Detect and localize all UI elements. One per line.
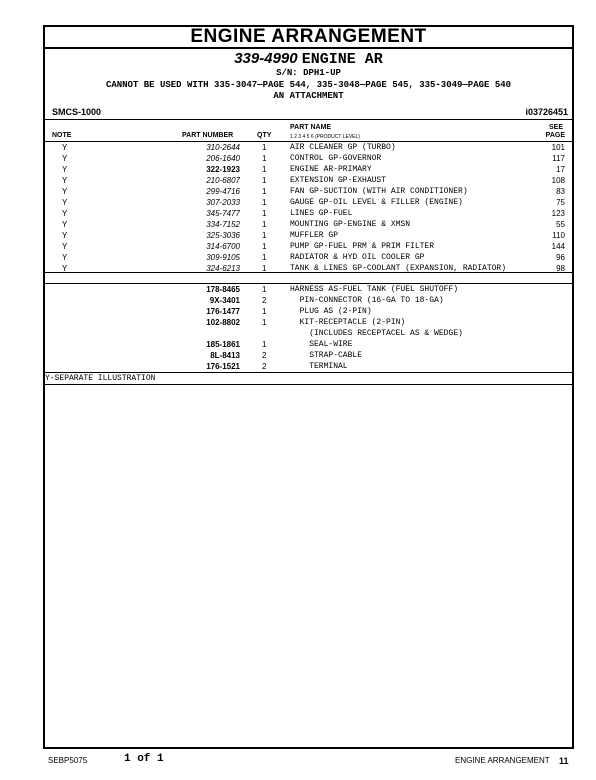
table-row bbox=[45, 361, 572, 372]
row-qty: 1 bbox=[262, 198, 267, 207]
row-qty: 2 bbox=[262, 362, 267, 371]
row-part-number: 307-2033 bbox=[206, 198, 240, 207]
row-see-page: 101 bbox=[551, 143, 565, 152]
row-qty: 1 bbox=[262, 209, 267, 218]
footer-page-count: 1 of 1 bbox=[124, 753, 164, 765]
col-qty: QTY bbox=[257, 132, 272, 139]
row-note: Y bbox=[62, 143, 68, 152]
model-number: 339-4990 bbox=[234, 50, 298, 67]
table-row bbox=[45, 175, 572, 186]
row-part-name: CONTROL GP-GOVERNOR bbox=[290, 154, 382, 163]
row-part-name: RADIATOR & HYD OIL COOLER GP bbox=[290, 253, 425, 262]
row-part-number: 178-8465 bbox=[206, 285, 240, 294]
row-note: Y bbox=[62, 209, 68, 218]
row-see-page: 117 bbox=[552, 154, 565, 163]
col-page: PAGE bbox=[545, 132, 565, 139]
row-note: Y bbox=[62, 187, 68, 196]
row-part-name: PIN-CONNECTOR (16-GA TO 18-GA) bbox=[290, 296, 444, 305]
row-qty: 1 bbox=[262, 307, 267, 316]
row-part-name: HARNESS AS-FUEL TANK (FUEL SHUTOFF) bbox=[290, 285, 459, 294]
row-part-number: 324-6213 bbox=[206, 264, 240, 273]
footnote: Y-SEPARATE ILLUSTRATION bbox=[45, 374, 156, 383]
row-part-name: GAUGE GP-OIL LEVEL & FILLER (ENGINE) bbox=[290, 198, 463, 207]
row-part-number: 314-6700 bbox=[206, 242, 240, 251]
row-qty: 1 bbox=[262, 264, 267, 273]
row-part-number: 210-6807 bbox=[206, 176, 240, 185]
row-qty: 1 bbox=[262, 242, 267, 251]
section-divider-1 bbox=[45, 272, 572, 273]
row-qty: 1 bbox=[262, 154, 267, 163]
row-note: Y bbox=[62, 176, 68, 185]
table-row bbox=[45, 328, 572, 339]
row-qty: 1 bbox=[262, 220, 267, 229]
row-note: Y bbox=[62, 242, 68, 251]
table-row bbox=[45, 142, 572, 153]
row-part-number: 309-9105 bbox=[206, 253, 240, 262]
row-part-number: 299-4716 bbox=[206, 187, 240, 196]
row-part-number: 102-8802 bbox=[206, 318, 240, 327]
row-see-page: 75 bbox=[556, 198, 565, 207]
row-qty: 1 bbox=[262, 318, 267, 327]
col-note: NOTE bbox=[52, 132, 72, 139]
model-name: ENGINE AR bbox=[301, 51, 383, 68]
page-frame bbox=[43, 25, 574, 749]
row-note: Y bbox=[62, 231, 68, 240]
table-row bbox=[45, 219, 572, 230]
title-divider bbox=[45, 47, 572, 49]
table-row bbox=[45, 317, 572, 328]
row-qty: 1 bbox=[262, 143, 267, 152]
model-heading bbox=[45, 50, 572, 69]
section-title: ENGINE ARRANGEMENT bbox=[190, 26, 427, 47]
row-qty: 2 bbox=[262, 351, 267, 360]
row-qty: 1 bbox=[262, 253, 267, 262]
serial-range: S/N: DPH1-UP bbox=[276, 68, 341, 78]
row-note: Y bbox=[62, 220, 68, 229]
table-row bbox=[45, 164, 572, 175]
row-part-name: SEAL-WIRE bbox=[290, 340, 353, 349]
row-part-number: 176-1477 bbox=[206, 307, 240, 316]
row-part-name: PUMP GP-FUEL PRM & PRIM FILTER bbox=[290, 242, 435, 251]
row-qty: 1 bbox=[262, 340, 267, 349]
table-row bbox=[45, 306, 572, 317]
row-note: Y bbox=[62, 165, 68, 174]
row-qty: 1 bbox=[262, 285, 267, 294]
row-see-page: 55 bbox=[556, 220, 565, 229]
row-part-name: FAN GP-SUCTION (WITH AIR CONDITIONER) bbox=[290, 187, 468, 196]
row-see-page: 108 bbox=[551, 176, 565, 185]
table-row bbox=[45, 350, 572, 361]
header-top-rule bbox=[45, 119, 572, 120]
row-see-page: 123 bbox=[551, 209, 565, 218]
row-part-name: KIT-RECEPTACLE (2-PIN) bbox=[290, 318, 406, 327]
row-part-number: 310-2644 bbox=[206, 143, 240, 152]
row-part-name: MOUNTING GP-ENGINE & XMSN bbox=[290, 220, 411, 229]
row-part-number: 185-1861 bbox=[206, 340, 240, 349]
attachment-label: AN ATTACHMENT bbox=[273, 91, 344, 101]
row-see-page: 96 bbox=[556, 253, 565, 262]
row-qty: 1 bbox=[262, 165, 267, 174]
col-part-name: PART NAME bbox=[290, 124, 332, 131]
table-row bbox=[45, 284, 572, 295]
row-part-number: 345-7477 bbox=[206, 209, 240, 218]
table-row bbox=[45, 241, 572, 252]
table-row bbox=[45, 252, 572, 263]
table-row bbox=[45, 197, 572, 208]
row-part-number: 9X-3401 bbox=[209, 296, 240, 305]
row-part-name: EXTENSION GP-EXHAUST bbox=[290, 176, 387, 185]
row-see-page: 98 bbox=[556, 264, 565, 273]
list-end-rule bbox=[45, 372, 572, 373]
row-part-number: 322-1923 bbox=[206, 165, 240, 174]
row-part-number: 176-1521 bbox=[206, 362, 240, 371]
row-part-name: STRAP-CABLE bbox=[290, 351, 363, 360]
row-part-number: 206-1640 bbox=[206, 154, 240, 163]
usage-warning: CANNOT BE USED WITH 335-3047—PAGE 544, 335-3048—PAGE 545, 335-3049—PAGE 540 bbox=[105, 80, 512, 90]
row-part-name: PLUG AS (2-PIN) bbox=[290, 307, 372, 316]
row-part-name: (INCLUDES RECEPTACEL AS & WEDGE) bbox=[290, 329, 463, 338]
document-id: i03726451 bbox=[525, 107, 568, 117]
row-part-number: 325-3036 bbox=[206, 231, 240, 240]
footnote-rule bbox=[45, 384, 572, 385]
table-row bbox=[45, 339, 572, 350]
row-part-name: AIR CLEANER GP (TURBO) bbox=[290, 143, 396, 152]
table-row bbox=[45, 153, 572, 164]
smcs-code: SMCS-1000 bbox=[52, 107, 102, 117]
row-part-name: TANK & LINES GP-COOLANT (EXPANSION, RADIATOR) bbox=[290, 264, 507, 273]
col-part-number: PART NUMBER bbox=[182, 132, 234, 139]
table-row bbox=[45, 208, 572, 219]
row-note: Y bbox=[62, 253, 68, 262]
row-see-page: 144 bbox=[551, 242, 565, 251]
col-see: SEE bbox=[548, 124, 563, 131]
footer-section: ENGINE ARRANGEMENT bbox=[455, 756, 550, 765]
footer-doc-code: SEBP5075 bbox=[48, 756, 88, 765]
row-note: Y bbox=[62, 198, 68, 207]
row-note: Y bbox=[62, 154, 68, 163]
table-row bbox=[45, 295, 572, 306]
footer-page-number: 11 bbox=[559, 756, 569, 766]
row-qty: 2 bbox=[262, 296, 267, 305]
row-see-page: 110 bbox=[552, 231, 565, 240]
row-part-name: MUFFLER GP bbox=[290, 231, 339, 240]
row-part-name: LINES GP-FUEL bbox=[290, 209, 353, 218]
row-part-number: 334-7152 bbox=[206, 220, 240, 229]
col-product-level: 1 2 3 4 5 6 (PRODUCT LEVEL) bbox=[290, 134, 360, 140]
table-row bbox=[45, 230, 572, 241]
table-row bbox=[45, 186, 572, 197]
row-part-number: 8L-8413 bbox=[210, 351, 240, 360]
row-note: Y bbox=[62, 264, 68, 273]
row-qty: 1 bbox=[262, 176, 267, 185]
row-part-name: TERMINAL bbox=[290, 362, 348, 371]
row-qty: 1 bbox=[262, 187, 267, 196]
row-qty: 1 bbox=[262, 231, 267, 240]
row-see-page: 83 bbox=[556, 187, 565, 196]
row-see-page: 17 bbox=[556, 165, 565, 174]
row-part-name: ENGINE AR-PRIMARY bbox=[290, 165, 372, 174]
